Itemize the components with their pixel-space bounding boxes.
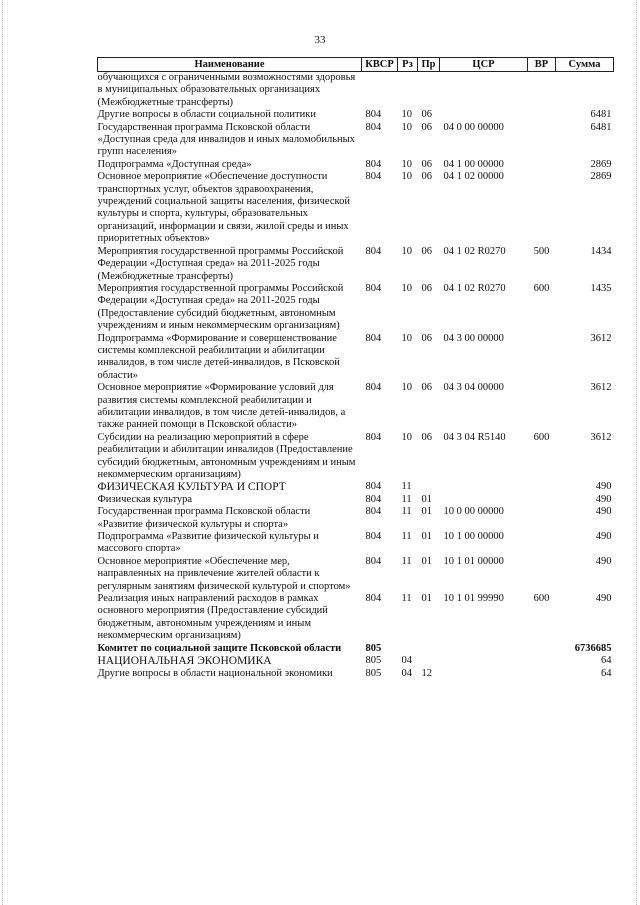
cell-vr — [528, 668, 556, 680]
table-row — [98, 593, 614, 643]
cell-kvsr: 804 — [365, 481, 382, 493]
cell-vr — [528, 333, 556, 383]
cell-rz: 10 — [401, 158, 412, 170]
cell-kvsr: 804 — [365, 555, 382, 567]
cell-tsr — [440, 481, 528, 493]
table-row — [98, 109, 614, 121]
table-row — [98, 382, 614, 432]
table-row — [98, 668, 614, 680]
cell-vr: 600 — [533, 282, 550, 294]
cell-tsr — [440, 494, 528, 506]
cell-tsr — [440, 109, 528, 121]
cell-vr — [528, 382, 556, 432]
cell-name: Государственная программа Псковской области «Развитие физической культуры и спорта» — [97, 506, 311, 530]
table-row — [98, 655, 614, 667]
table-row — [98, 72, 614, 110]
cell-sum: 6481 — [590, 121, 612, 133]
cell-pr: 06 — [421, 171, 432, 183]
cell-kvsr: 804 — [365, 158, 382, 170]
cell-tsr: 04 3 04 00000 — [443, 382, 504, 394]
cell-sum: 490 — [595, 506, 612, 518]
cell-name: Другие вопросы в области социальной политики — [97, 109, 316, 121]
cell-rz: 04 — [401, 667, 412, 679]
cell-tsr: 04 1 00 00000 — [443, 158, 504, 170]
cell-pr: 06 — [421, 121, 432, 133]
cell-tsr: 04 1 02 R0270 — [443, 245, 506, 257]
cell-rz: 10 — [401, 382, 412, 394]
cell-kvsr — [362, 72, 398, 110]
cell-pr — [418, 655, 440, 667]
cell-rz: 11 — [401, 506, 412, 518]
header-name: Наименование — [98, 58, 362, 72]
cell-sum: 3612 — [590, 332, 612, 344]
header-kvsr: КВСР — [362, 58, 398, 72]
cell-kvsr: 804 — [365, 109, 382, 121]
cell-pr: 06 — [421, 158, 432, 170]
cell-name: Подпрограмма «Развитие физической культуры и массового спорта» — [97, 531, 319, 555]
cell-name: обучающихся с ограниченными возможностями здоровья в муниципальных образовательных организациях (Межбюджетные трансферты) — [97, 72, 356, 108]
cell-pr — [418, 72, 440, 110]
scan-edge-right — [636, 0, 638, 905]
cell-sum: 490 — [595, 593, 612, 605]
header-sum: Сумма — [556, 58, 614, 72]
cell-name: Основное мероприятие «Формирование условий для развития системы комплексной реабилитации и абилитации инвалидов, в том числе детей-инвалидов, а также ранней помощи в Псковской области» — [97, 382, 346, 431]
cell-kvsr: 805 — [365, 655, 382, 667]
page-number: 33 — [314, 34, 326, 46]
cell-kvsr: 804 — [365, 506, 382, 518]
cell-sum — [556, 72, 614, 110]
cell-name: Мероприятия государственной программы Российской Федерации «Доступная среда» на 2011-2025 годы (Межбюджетные трансферты) — [97, 245, 344, 282]
cell-pr: 01 — [421, 555, 432, 567]
cell-rz: 10 — [401, 109, 412, 121]
cell-kvsr: 804 — [365, 493, 382, 505]
cell-pr: 06 — [421, 431, 432, 443]
cell-rz: 10 — [401, 171, 412, 183]
cell-kvsr: 804 — [365, 245, 382, 257]
cell-vr — [528, 109, 556, 121]
cell-tsr — [440, 655, 528, 667]
cell-name: Мероприятия государственной программы Российской Федерации «Доступная среда» на 2011-2025 годы (Предоставление субсидий бюджетным, автономным учреждениям и иным некоммерческим организациям) — [97, 282, 344, 332]
cell-pr: 12 — [421, 667, 432, 679]
header-rz: Рз — [398, 58, 418, 72]
budget-table — [97, 57, 614, 680]
cell-kvsr: 804 — [365, 382, 382, 394]
cell-name: Другие вопросы в области национальной экономики — [97, 667, 333, 679]
cell-pr: 06 — [421, 382, 432, 394]
cell-name: Комитет по социальной защите Псковской области — [97, 642, 342, 654]
cell-tsr: 04 3 04 R5140 — [443, 431, 506, 443]
cell-sum: 64 — [601, 667, 612, 679]
cell-rz: 11 — [401, 493, 412, 505]
cell-name: Подпрограмма «Формирование и совершенствование системы комплексной реабилитации и абилитации инвалидов, в том числе детей-инвалидов, в Псковской области» — [97, 332, 340, 381]
cell-sum: 2869 — [590, 171, 612, 183]
cell-name: Реализация иных направлений расходов в рамках основного мероприятия (Предоставление субсидий бюджетным, автономным учреждениям и иным некоммерческим организациям) — [97, 593, 328, 642]
cell-rz: 10 — [401, 121, 412, 133]
cell-tsr: 10 0 00 00000 — [443, 506, 504, 518]
cell-tsr: 10 1 01 99990 — [443, 593, 504, 605]
table-row — [98, 506, 614, 531]
cell-vr — [528, 72, 556, 110]
table-row — [98, 494, 614, 506]
cell-tsr: 04 1 02 R0270 — [443, 282, 506, 294]
cell-sum: 6481 — [590, 109, 612, 121]
cell-kvsr: 804 — [365, 171, 382, 183]
cell-pr: 06 — [421, 282, 432, 294]
table-row — [98, 283, 614, 333]
cell-vr — [528, 506, 556, 531]
cell-kvsr: 804 — [365, 593, 382, 605]
cell-vr: 600 — [533, 593, 550, 605]
table-row — [98, 122, 614, 159]
cell-tsr: 10 1 01 00000 — [443, 555, 504, 567]
cell-rz: 10 — [401, 245, 412, 257]
cell-rz — [398, 72, 418, 110]
cell-sum: 64 — [601, 655, 612, 667]
cell-pr: 01 — [421, 493, 432, 505]
cell-vr — [528, 171, 556, 245]
scan-edge-left — [2, 0, 4, 905]
table-row — [98, 333, 614, 383]
cell-vr — [528, 655, 556, 667]
cell-tsr — [440, 643, 528, 655]
cell-vr — [528, 122, 556, 159]
cell-kvsr: 805 — [365, 642, 382, 654]
cell-name: Субсидии на реализацию мероприятий в сфере реабилитации и абилитации инвалидов (Предоставление субсидий бюджетным, автономным учреждениям и иным некоммерческим организациям) — [97, 431, 356, 480]
cell-rz: 11 — [401, 555, 412, 567]
cell-vr — [528, 531, 556, 556]
cell-name: Основное мероприятие «Обеспечение мер, направленных на привлечение жителей области к регулярным занятиям физической культурой и спортом» — [97, 555, 351, 592]
cell-tsr: 04 1 02 00000 — [443, 171, 504, 183]
table-row — [98, 171, 614, 245]
cell-rz: 11 — [401, 593, 412, 605]
cell-name: Подпрограмма «Доступная среда» — [97, 158, 252, 170]
cell-pr: 01 — [421, 506, 432, 518]
cell-tsr: 04 0 00 00000 — [443, 121, 504, 133]
cell-kvsr: 804 — [365, 121, 382, 133]
table-row — [98, 531, 614, 556]
cell-sum: 3612 — [590, 431, 612, 443]
cell-pr: 01 — [421, 593, 432, 605]
cell-sum: 1435 — [590, 282, 612, 294]
cell-tsr — [440, 668, 528, 680]
cell-vr — [528, 556, 556, 593]
cell-kvsr: 804 — [365, 332, 382, 344]
cell-sum: 6736685 — [574, 642, 612, 654]
cell-pr: 01 — [421, 531, 432, 543]
cell-vr — [528, 481, 556, 493]
cell-pr: 06 — [421, 332, 432, 344]
cell-tsr: 04 3 00 00000 — [443, 332, 504, 344]
cell-rz: 04 — [401, 655, 412, 667]
cell-sum: 3612 — [590, 382, 612, 394]
table-row — [98, 432, 614, 482]
cell-rz: 10 — [401, 282, 412, 294]
table-header — [98, 58, 614, 72]
cell-name: Основное мероприятие «Обеспечение доступности транспортных услуг, объектов здравоохранения, учреждений социальной защиты населения, физической культуры и спорта, культуры, образовательных организаций, информации и связи, жилой среды и иных приоритетных объектов» — [97, 171, 350, 245]
table-body — [98, 72, 614, 680]
cell-vr: 600 — [533, 431, 550, 443]
cell-tsr — [440, 72, 528, 110]
table-row — [98, 481, 614, 493]
cell-pr: 06 — [421, 245, 432, 257]
table-row — [98, 246, 614, 283]
header-pr: Пр — [418, 58, 440, 72]
cell-sum: 2869 — [590, 158, 612, 170]
cell-pr: 06 — [421, 109, 432, 121]
cell-vr — [528, 494, 556, 506]
cell-sum: 490 — [595, 493, 612, 505]
header-vr: ВР — [528, 58, 556, 72]
cell-pr — [418, 481, 440, 493]
cell-name: Государственная программа Псковской области «Доступная среда для инвалидов и иных маломобильных групп населения» — [97, 121, 355, 158]
cell-rz — [398, 643, 418, 655]
cell-sum: 1434 — [590, 245, 612, 257]
cell-tsr: 10 1 00 00000 — [443, 531, 504, 543]
cell-sum: 490 — [595, 555, 612, 567]
table-row — [98, 159, 614, 171]
cell-pr — [418, 643, 440, 655]
cell-name: НАЦИОНАЛЬНАЯ ЭКОНОМИКА — [97, 655, 272, 668]
cell-rz: 11 — [401, 531, 412, 543]
cell-kvsr: 804 — [365, 531, 382, 543]
cell-vr: 500 — [533, 245, 550, 257]
cell-rz: 10 — [401, 431, 412, 443]
cell-sum: 490 — [595, 531, 612, 543]
cell-name: ФИЗИЧЕСКАЯ КУЛЬТУРА И СПОРТ — [97, 481, 286, 494]
cell-rz: 10 — [401, 332, 412, 344]
cell-rz: 11 — [401, 481, 412, 493]
cell-kvsr: 804 — [365, 431, 382, 443]
header-tsr: ЦСР — [440, 58, 528, 72]
table-row — [98, 556, 614, 593]
cell-name: Физическая культура — [97, 493, 193, 505]
cell-vr — [528, 159, 556, 171]
cell-vr — [528, 643, 556, 655]
cell-sum: 490 — [595, 481, 612, 493]
cell-kvsr: 805 — [365, 667, 382, 679]
table-row — [98, 643, 614, 655]
cell-kvsr: 804 — [365, 282, 382, 294]
